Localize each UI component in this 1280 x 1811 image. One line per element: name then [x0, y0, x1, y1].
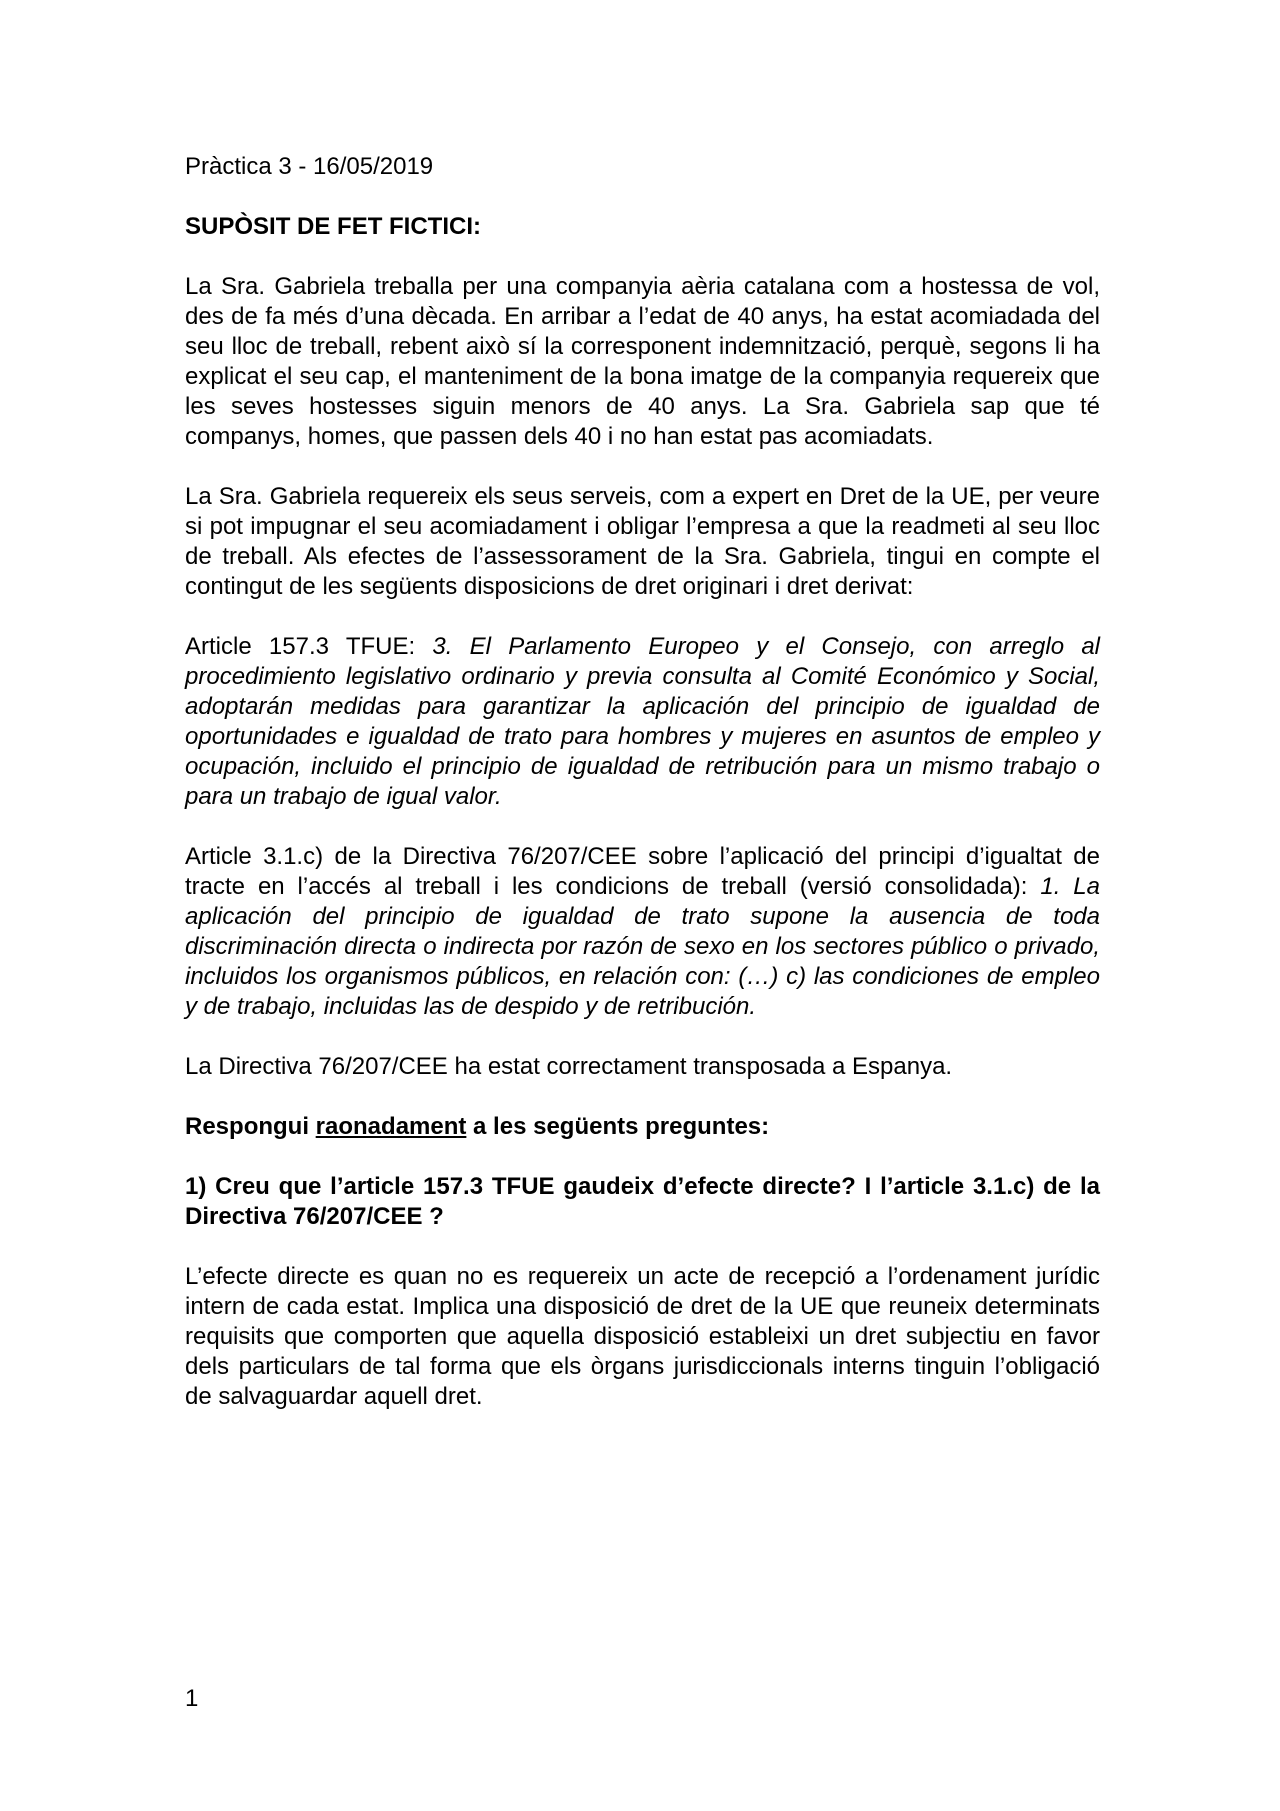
- document-page: [185, 152, 1100, 1442]
- article-157-paragraph: [185, 632, 1100, 812]
- instructions-part1: Respongui: [185, 1113, 316, 1140]
- document-title: Pràctica 3 - 16/05/2019: [185, 153, 434, 180]
- question-1: 1) Creu que l’article 157.3 TFUE gaudeix d’efecte directe? I l’article 3.1.c) de la Directiva 76/207/CEE ?: [185, 1173, 1100, 1230]
- answer-1: L’efecte directe es quan no es requereix un acte de recepció a l’ordenament jurídic intern de cada estat. Implica una disposició de dret de la UE que reuneix determinats requisits que comporten que aquella disposició estableixi un dret subjectiu en favor dels particulars de tal forma que els òrgans jurisdiccionals interns tinguin l’obligació de salvaguardar aquell dret.: [185, 1263, 1100, 1410]
- paragraph-request: La Sra. Gabriela requereix els seus serveis, com a expert en Dret de la UE, per veure si pot impugnar el seu acomiadament i obligar l’empresa a que la readmeti al seu lloc de treball. Als efectes de l’assessorament de la Sra. Gabriela, tingui en compte el contingut de les següents disposicions de dret originari i dret derivat:: [185, 483, 1100, 600]
- article-3-quote: 1. La aplicación del principio de igualdad de trato supone la ausencia de toda discriminación directa o indirecta por razón de sexo en los sectores público o privado, incluidos los organismos públicos, en relación con: (…) c) las condiciones de empleo y de trabajo, incluidas las de despido y de retribución.: [185, 873, 1100, 1020]
- instructions-part2: a les següents preguntes:: [466, 1113, 770, 1140]
- article-3-paragraph: [185, 842, 1100, 1022]
- article-3-intro: Article 3.1.c) de la Directiva 76/207/CEE sobre l’aplicació del principi d’igualtat de tracte en l’accés al treball i les condicions de treball (versió consolidada):: [185, 843, 1100, 900]
- paragraph-transposition: La Directiva 76/207/CEE ha estat correctament transposada a Espanya.: [185, 1053, 953, 1080]
- article-157-quote: 3. El Parlamento Europeo y el Consejo, con arreglo al procedimiento legislativo ordinario y previa consulta al Comité Económico y Social, adoptarán medidas para garantizar la aplicación del principio de igualdad de oportunidades e igualdad de trato para hombres y mujeres en asuntos de empleo y ocupación, incluido el principio de igualdad de retribución para un mismo trabajo o para un trabajo de igual valor.: [185, 633, 1100, 810]
- instructions-heading: [185, 1112, 1100, 1142]
- instructions-underlined: raonadament: [315, 1113, 467, 1140]
- page-number: 1: [185, 1685, 199, 1712]
- section-heading: SUPÒSIT DE FET FICTICI:: [185, 213, 482, 240]
- paragraph-case-facts: La Sra. Gabriela treballa per una companyia aèria catalana com a hostessa de vol, des de fa més d’una dècada. En arribar a l’edat de 40 anys, ha estat acomiadada del seu lloc de treball, rebent això sí la corresponent indemnització, perquè, segons li ha explicat el seu cap, el manteniment de la bona imatge de la companyia requereix que les seves hostesses siguin menors de 40 anys. La Sra. Gabriela sap que té companys, homes, que passen dels 40 i no han estat pas acomiadats.: [185, 273, 1100, 450]
- article-157-intro: Article 157.3 TFUE:: [185, 633, 433, 660]
